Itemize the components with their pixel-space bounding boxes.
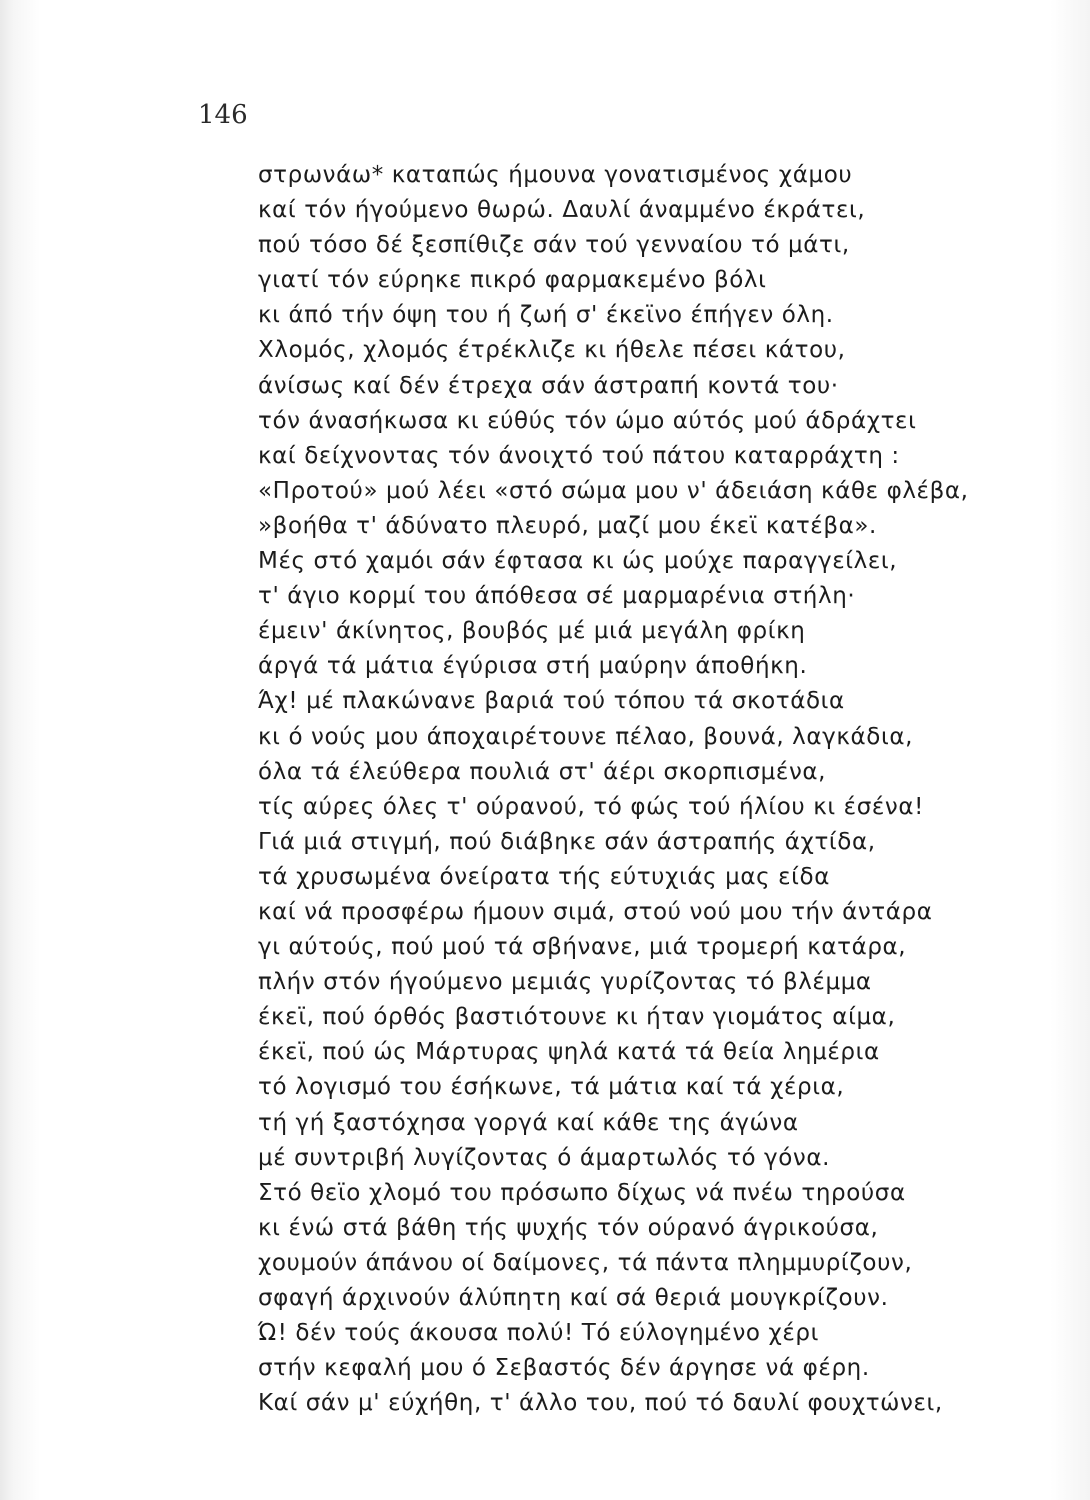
poem-line: Στό θεϊο χλομό του πρόσωπο δίχως νά πνέω τηρούσα (258, 1179, 906, 1206)
poem-line: στήν κεφαλή μου ό Σεβαστός δέν άργησε νά φέρη. (258, 1355, 870, 1382)
poem-line: πλήν στόν ήγούμενο μεμιάς γυρίζοντας τό βλέμμα (258, 969, 872, 996)
poem-line: καί νά προσφέρω ήμουν σιμά, στού νού μου τήν άντάρα (258, 898, 933, 925)
poem-line: «Προτού» μού λέει «στό σώμα μου ν' άδειάση κάθε φλέβα, (258, 477, 969, 504)
poem-line: χουμούν άπάνου οί δαίμονες, τά πάντα πλημμυρίζουν, (258, 1249, 913, 1276)
poem-line: έκεϊ, πού όρθός βαστιότουνε κι ήταν γιομάτος αίμα, (258, 1004, 896, 1031)
poem-line: τή γή ξαστόχησα γοργά καί κάθε της άγώνα (258, 1109, 799, 1136)
poem-line: έκεϊ, πού ώς Μάρτυρας ψηλά κατά τά θεία λημέρια (258, 1039, 880, 1066)
poem-line: καί τόν ήγούμενο θωρώ. Δαυλί άναμμένο έκράτει, (258, 197, 866, 224)
poem-line: τίς αύρες όλες τ' ούρανού, τό φώς τού ήλίου κι έσένα! (258, 793, 924, 820)
poem-line: τ' άγιο κορμί του άπόθεσα σέ μαρμαρένια στήλη· (258, 583, 856, 610)
poem-line: άργά τά μάτια έγύρισα στή μαύρην άποθήκη. (258, 653, 808, 680)
poem-line: Γιά μιά στιγμή, πού διάβηκε σάν άστραπής άχτίδα, (258, 828, 876, 855)
page-number: 146 (198, 100, 248, 130)
poem-line: κι ό νούς μου άποχαιρέτουνε πέλαο, βουνά, λαγκάδια, (258, 723, 914, 750)
poem-text (258, 158, 1058, 1421)
poem-line: κι ένώ στά βάθη τής ψυχής τόν ούρανό άγρικούσα, (258, 1214, 879, 1241)
poem-line: γιατί τόν εύρηκε πικρό φαρμακεμένο βόλι (258, 267, 767, 294)
poem-line: »βοήθα τ' άδύνατο πλευρό, μαζί μου έκεϊ κατέβα». (258, 512, 877, 539)
poem-line: Μές στό χαμόι σάν έφτασα κι ώς μούχε παραγγείλει, (258, 548, 898, 575)
poem-line: κι άπό τήν όψη του ή ζωή σ' έκεϊνο έπήγεν όλη. (258, 302, 834, 329)
poem-line: τόν άνασήκωσα κι εύθύς τόν ώμο αύτός μού άδράχτει (258, 407, 917, 434)
poem-line: όλα τά έλεύθερα πουλιά στ' άέρι σκορπισμένα, (258, 758, 827, 785)
poem-line: γι αύτούς, πού μού τά σβήνανε, μιά τρομερή κατάρα, (258, 934, 907, 961)
poem-line: σφαγή άρχινούν άλύπητη καί σά θεριά μουγκρίζουν. (258, 1285, 889, 1311)
poem-line: Καί σάν μ' εύχήθη, τ' άλλο του, πού τό δαυλί φουχτώνει, (258, 1390, 943, 1417)
poem-line: Άχ! μέ πλακώνανε βαριά τού τόπου τά σκοτάδια (258, 688, 845, 715)
poem-line: στρωνάω* καταπώς ήμουνα γονατισμένος χάμου (258, 162, 853, 188)
poem-line: μέ συντριβή λυγίζοντας ό άμαρτωλός τό γόνα. (258, 1144, 831, 1171)
poem-line: άνίσως καί δέν έτρεχα σάν άστραπή κοντά του· (258, 372, 839, 399)
poem-line: τό λογισμό του έσήκωνε, τά μάτια καί τά χέρια, (258, 1074, 845, 1101)
poem-line: καί δείχνοντας τόν άνοιχτό τού πάτου καταρράχτη : (258, 442, 900, 469)
poem-line: έμειν' άκίνητος, βουβός μέ μιά μεγάλη φρίκη (258, 618, 806, 645)
poem-line: πού τόσο δέ ξεσπίθιζε σάν τού γενναίου τό μάτι, (258, 232, 850, 259)
poem-line: τά χρυσωμένα όνείρατα τής εύτυχιάς μας είδα (258, 863, 830, 890)
poem-line: Ώ! δέν τούς άκουσα πολύ! Τό εύλογημένο χέρι (258, 1320, 819, 1347)
poem-line: Χλομός, χλομός έτρέκλιζε κι ήθελε πέσει κάτου, (258, 337, 846, 364)
